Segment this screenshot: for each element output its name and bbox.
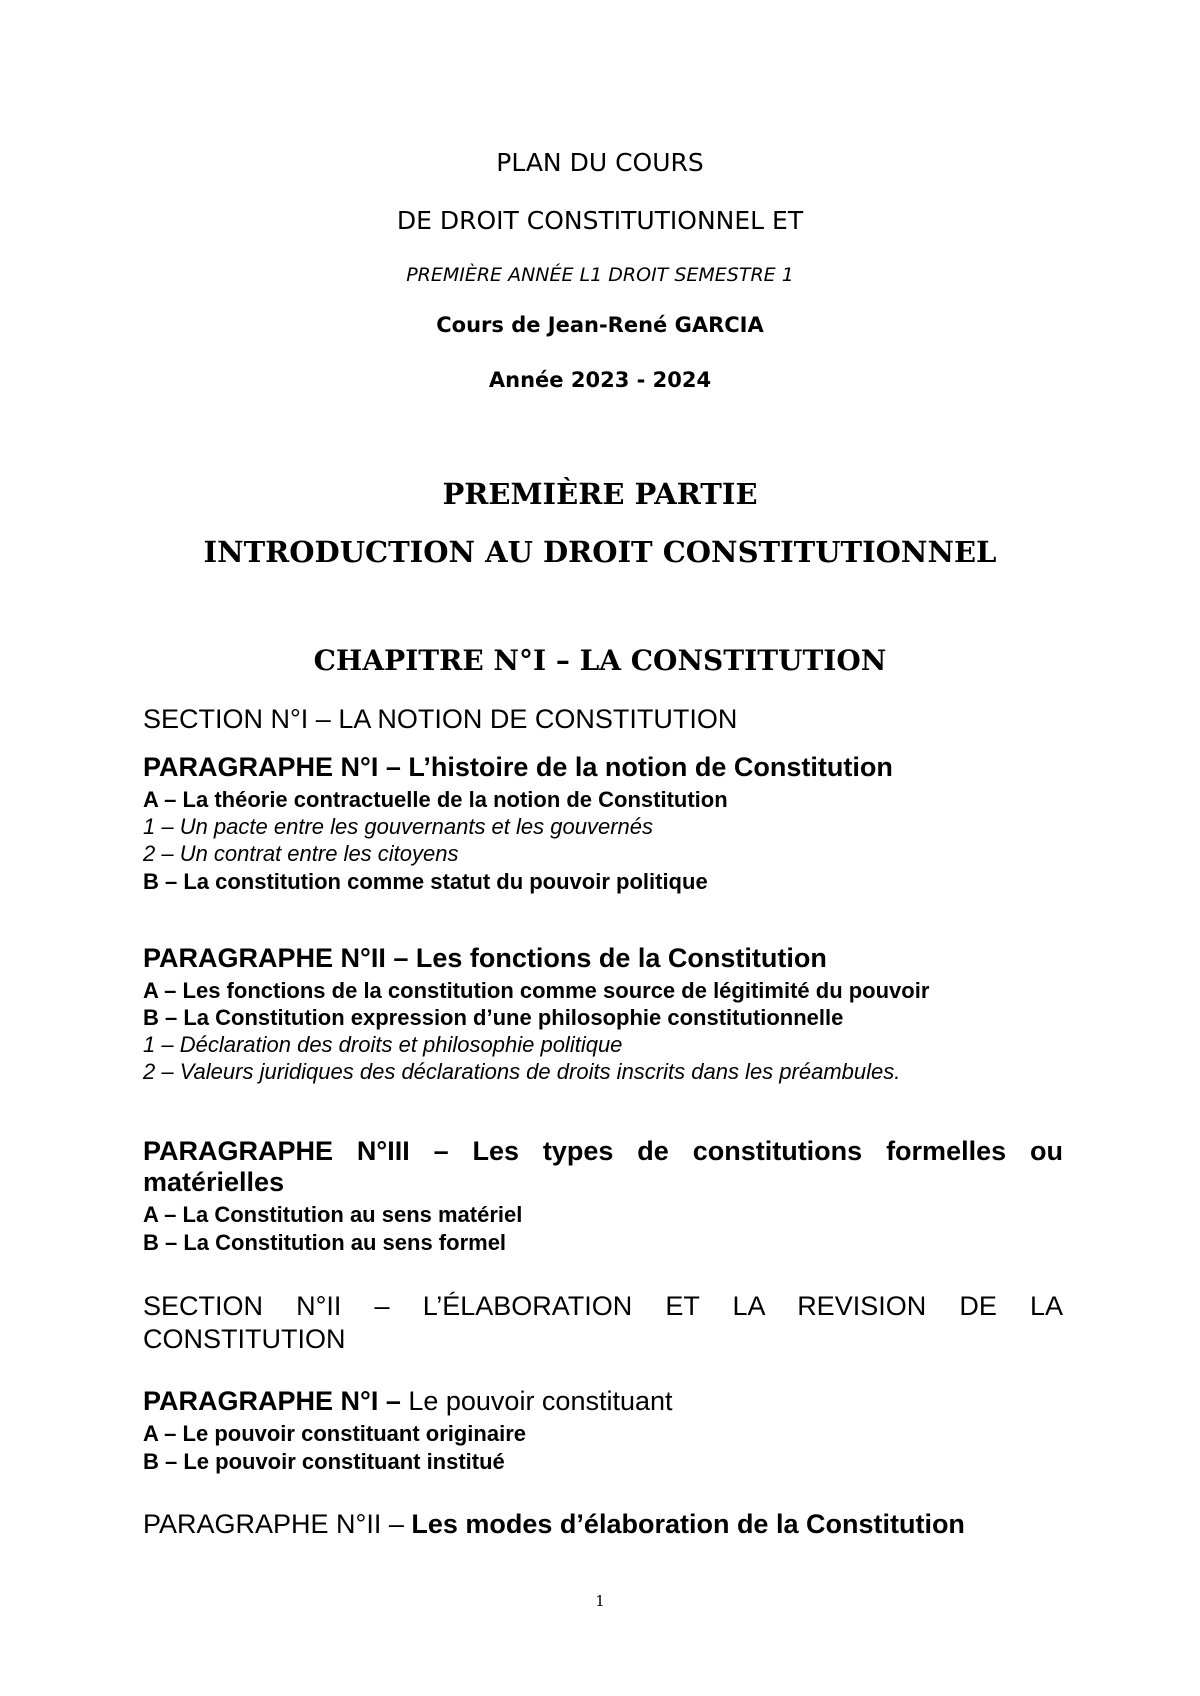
list-item: A – Les fonctions de la constitution comme source de légitimité du pouvoir: [143, 978, 930, 1003]
list-item: B – Le pouvoir constituant institué: [143, 1449, 505, 1474]
paragraph-label: PARAGRAPHE N°II –: [143, 1509, 412, 1539]
paragraph-title: L’histoire de la notion de Constitution: [408, 752, 893, 782]
course-subject: DE DROIT CONSTITUTIONNEL ET: [396, 206, 804, 235]
paragraph-title: Les types de constitutions formelles ou matérielles: [143, 1136, 1063, 1197]
list-item: A – La Constitution au sens matériel: [143, 1202, 523, 1227]
paragraph-title: Le pouvoir constituant: [408, 1386, 673, 1416]
list-item: 2 – Un contrat entre les citoyens: [143, 841, 459, 866]
paragraph-label: PARAGRAPHE N°III –: [143, 1136, 473, 1166]
course-year-semester: PREMIÈRE ANNÉE L1 DROIT SEMESTRE 1: [406, 264, 794, 286]
part-title: PREMIÈRE PARTIE: [442, 477, 758, 511]
part-subtitle: INTRODUCTION AU DROIT CONSTITUTIONNEL: [203, 535, 997, 569]
paragraph-label: PARAGRAPHE N°II –: [143, 943, 416, 973]
list-item: B – La constitution comme statut du pouvoir politique: [143, 869, 708, 894]
section-1-paragraph-2-heading: [143, 943, 1063, 974]
course-author: Cours de Jean-René GARCIA: [436, 313, 764, 337]
paragraph-label: PARAGRAPHE N°I –: [143, 752, 409, 782]
course-plan-title: PLAN DU COURS: [496, 148, 704, 177]
list-item: A – La théorie contractuelle de la notion de Constitution: [143, 787, 728, 812]
section-1-paragraph-1-heading: [143, 752, 1063, 783]
paragraph-label: PARAGRAPHE N°I –: [143, 1386, 409, 1416]
list-item: B – La Constitution au sens formel: [143, 1230, 507, 1255]
academic-year: Année 2023 - 2024: [488, 368, 712, 392]
paragraph-title: Les fonctions de la Constitution: [415, 943, 827, 973]
section-1-paragraph-3-heading: [143, 1136, 1063, 1198]
section-1-title: SECTION N°I – LA NOTION DE CONSTITUTION: [143, 704, 738, 734]
list-item: A – Le pouvoir constituant originaire: [143, 1421, 527, 1446]
list-item: 2 – Valeurs juridiques des déclarations de droits inscrits dans les préambules.: [143, 1059, 901, 1084]
section-2-paragraph-2-heading: [143, 1509, 1063, 1540]
section-2-paragraph-1-heading: [143, 1386, 1063, 1417]
list-item: B – La Constitution expression d’une philosophie constitutionnelle: [143, 1005, 844, 1030]
section-2-title: SECTION N°II – L’ÉLABORATION ET LA REVISION DE LA CONSTITUTION: [143, 1291, 1063, 1354]
list-item: 1 – Un pacte entre les gouvernants et les gouvernés: [143, 814, 653, 839]
paragraph-title: Les modes d’élaboration de la Constitution: [411, 1509, 965, 1539]
page-number: 1: [595, 1592, 605, 1610]
list-item: 1 – Déclaration des droits et philosophie politique: [143, 1032, 623, 1057]
chapter-title: CHAPITRE N°I – LA CONSTITUTION: [313, 644, 887, 677]
